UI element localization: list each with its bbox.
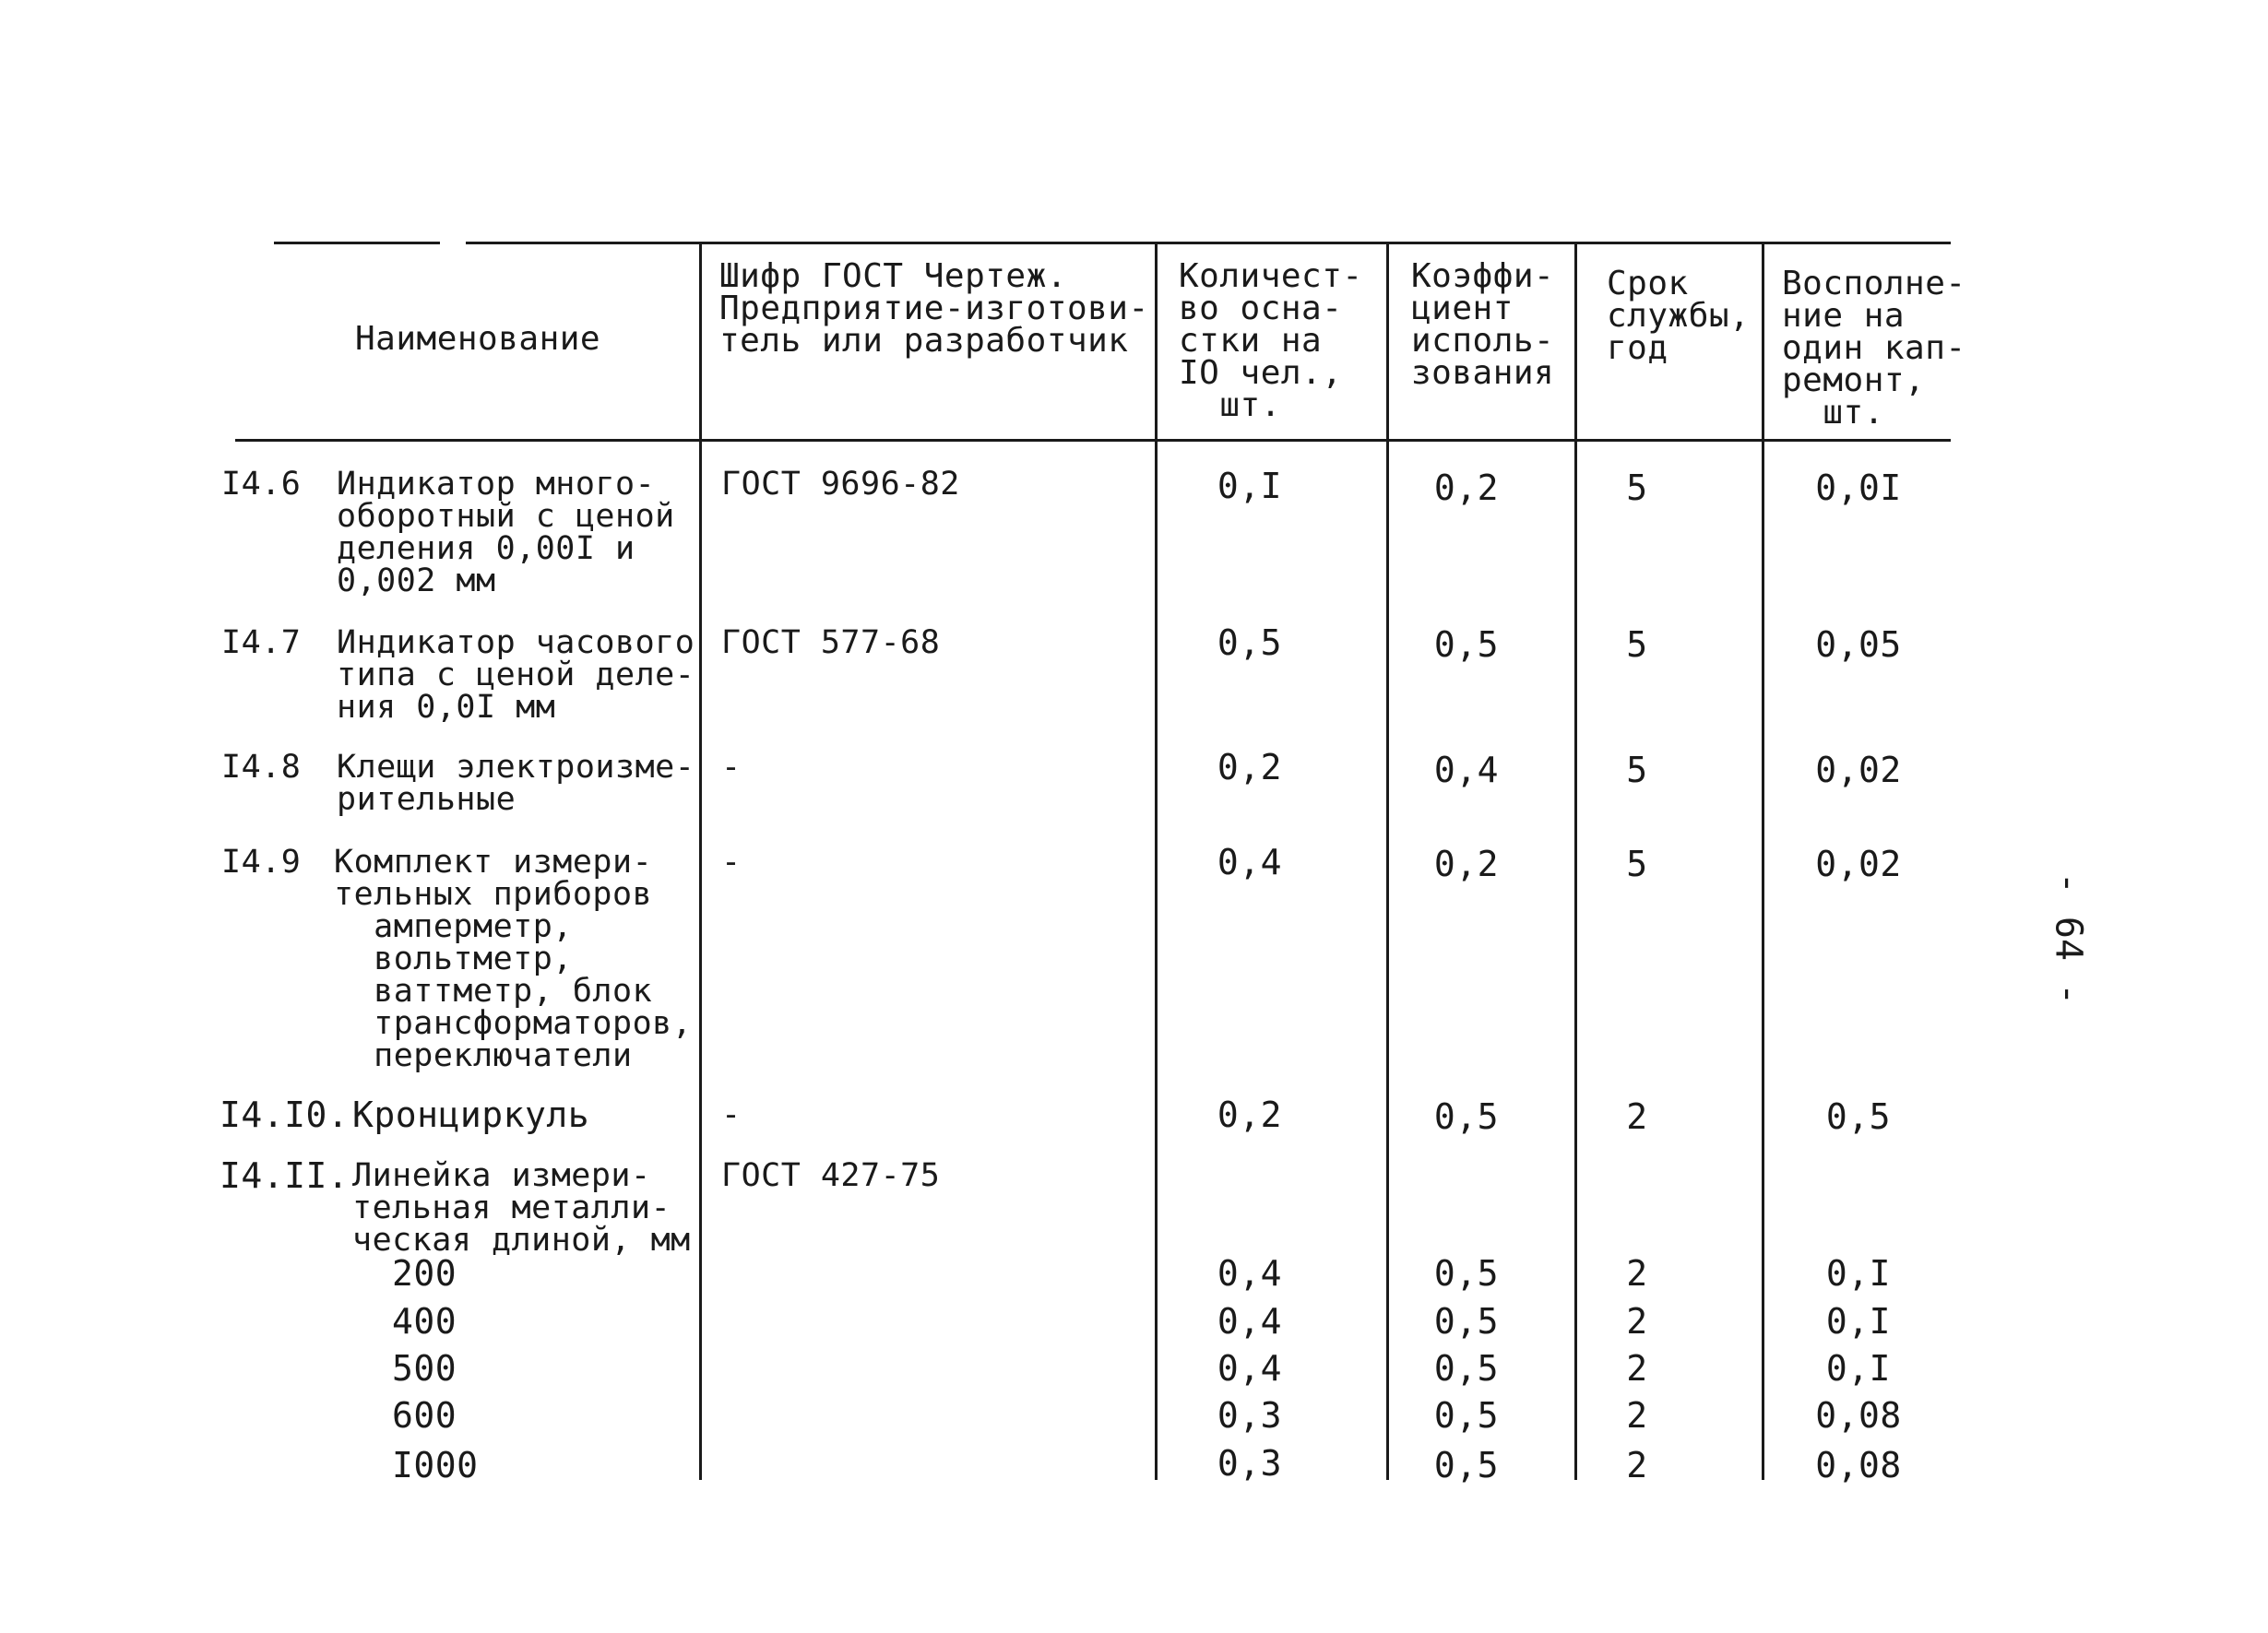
- row-cipher: -: [721, 749, 742, 786]
- sub-row-replenishment: 0,I: [1825, 1301, 1892, 1342]
- row-name: Комплект измери- тельных приборов амперметр, вольтметр, ваттметр, блок трансформаторов, переключатели: [334, 844, 693, 1074]
- row-cipher: ГОСТ 577-68: [721, 624, 941, 661]
- sub-row-coefficient: 0,5: [1433, 1253, 1500, 1294]
- sub-row-coefficient: 0,5: [1433, 1395, 1500, 1436]
- page-number: - 64 -: [2047, 871, 2090, 1006]
- row-number: I4.8: [221, 749, 302, 786]
- row-coefficient: 0,5: [1433, 1096, 1500, 1137]
- row-quantity: 0,I: [1217, 466, 1283, 506]
- header-coefficient: Коэффи- циент исполь- зования: [1411, 257, 1555, 392]
- row-service-life: 5: [1626, 750, 1648, 790]
- sub-row-size: I000: [392, 1445, 479, 1485]
- sub-row-size: 200: [392, 1253, 457, 1294]
- row-number: I4.II.: [220, 1155, 350, 1196]
- sub-row-coefficient: 0,5: [1433, 1301, 1500, 1342]
- header-service-life: Срок службы, год: [1607, 265, 1751, 367]
- sub-row-quantity: 0,4: [1217, 1348, 1283, 1389]
- row-number: I4.9: [221, 844, 302, 881]
- sub-row-service-life: 2: [1626, 1395, 1648, 1436]
- row-name: Линейка измери- тельная металли- ческая длиной, мм: [352, 1157, 691, 1259]
- sub-row-coefficient: 0,5: [1433, 1445, 1500, 1485]
- sub-row-replenishment: 0,I: [1825, 1348, 1892, 1389]
- sub-row-coefficient: 0,5: [1433, 1348, 1500, 1389]
- header-cipher: Шифр ГОСТ Чертеж. Предприятие-изготови- тель или разработчик: [719, 257, 1149, 360]
- sub-row-quantity: 0,4: [1217, 1301, 1283, 1342]
- row-cipher: ГОСТ 427-75: [721, 1157, 941, 1194]
- header-quantity: Количест- во осна- стки на IO чел., шт.: [1179, 257, 1363, 424]
- header-replenishment: Восполне- ние на один кап- ремонт, шт.: [1782, 265, 1966, 432]
- sub-row-replenishment: 0,I: [1825, 1253, 1892, 1294]
- sub-row-quantity: 0,4: [1217, 1253, 1283, 1294]
- row-replenishment: 0,05: [1815, 624, 1902, 665]
- row-service-life: 5: [1626, 467, 1648, 508]
- row-cipher: -: [721, 1096, 742, 1133]
- row-service-life: 5: [1626, 624, 1648, 665]
- table-top-rule: [466, 242, 1951, 244]
- header-bottom-rule: [235, 439, 1951, 442]
- sub-row-replenishment: 0,08: [1815, 1395, 1902, 1436]
- row-quantity: 0,2: [1217, 747, 1283, 787]
- sub-row-service-life: 2: [1626, 1445, 1648, 1485]
- row-replenishment: 0,02: [1815, 844, 1902, 884]
- sub-row-service-life: 2: [1626, 1301, 1648, 1342]
- row-service-life: 2: [1626, 1096, 1648, 1137]
- row-name: Индикатор часового типа с ценой деле- ния 0,0I мм: [337, 624, 695, 726]
- sub-row-service-life: 2: [1626, 1348, 1648, 1389]
- row-number: I4.7: [221, 624, 302, 661]
- row-coefficient: 0,2: [1433, 467, 1500, 508]
- sub-row-size: 600: [392, 1395, 457, 1436]
- row-replenishment: 0,0I: [1815, 467, 1902, 508]
- row-cipher: -: [721, 844, 742, 881]
- col-divider-5: [1762, 244, 1764, 1480]
- row-number: I4.I0.: [220, 1095, 350, 1135]
- row-cipher: ГОСТ 9696-82: [721, 466, 960, 503]
- row-name: Индикатор много- оборотный с ценой деления 0,00I и 0,002 мм: [337, 466, 675, 599]
- row-coefficient: 0,4: [1433, 750, 1500, 790]
- row-coefficient: 0,5: [1433, 624, 1500, 665]
- row-replenishment: 0,5: [1825, 1096, 1892, 1137]
- row-number: I4.6: [221, 466, 302, 503]
- table-top-rule-left: [274, 242, 440, 244]
- row-coefficient: 0,2: [1433, 844, 1500, 884]
- row-service-life: 5: [1626, 844, 1648, 884]
- col-divider-4: [1574, 244, 1577, 1480]
- sub-row-size: 500: [392, 1348, 457, 1389]
- row-name: Клещи электроизме- рительные: [337, 749, 695, 818]
- col-divider-2: [1155, 244, 1158, 1480]
- row-name: Кронциркуль: [352, 1095, 590, 1135]
- row-quantity: 0,5: [1217, 622, 1283, 663]
- row-quantity: 0,2: [1217, 1095, 1283, 1135]
- sub-row-replenishment: 0,08: [1815, 1445, 1902, 1485]
- header-name: Наименование: [355, 320, 601, 358]
- row-quantity: 0,4: [1217, 842, 1283, 882]
- col-divider-3: [1386, 244, 1389, 1480]
- sub-row-size: 400: [392, 1301, 457, 1342]
- sub-row-service-life: 2: [1626, 1253, 1648, 1294]
- row-replenishment: 0,02: [1815, 750, 1902, 790]
- sub-row-quantity: 0,3: [1217, 1443, 1283, 1484]
- col-divider-1: [699, 244, 702, 1480]
- sub-row-quantity: 0,3: [1217, 1395, 1283, 1436]
